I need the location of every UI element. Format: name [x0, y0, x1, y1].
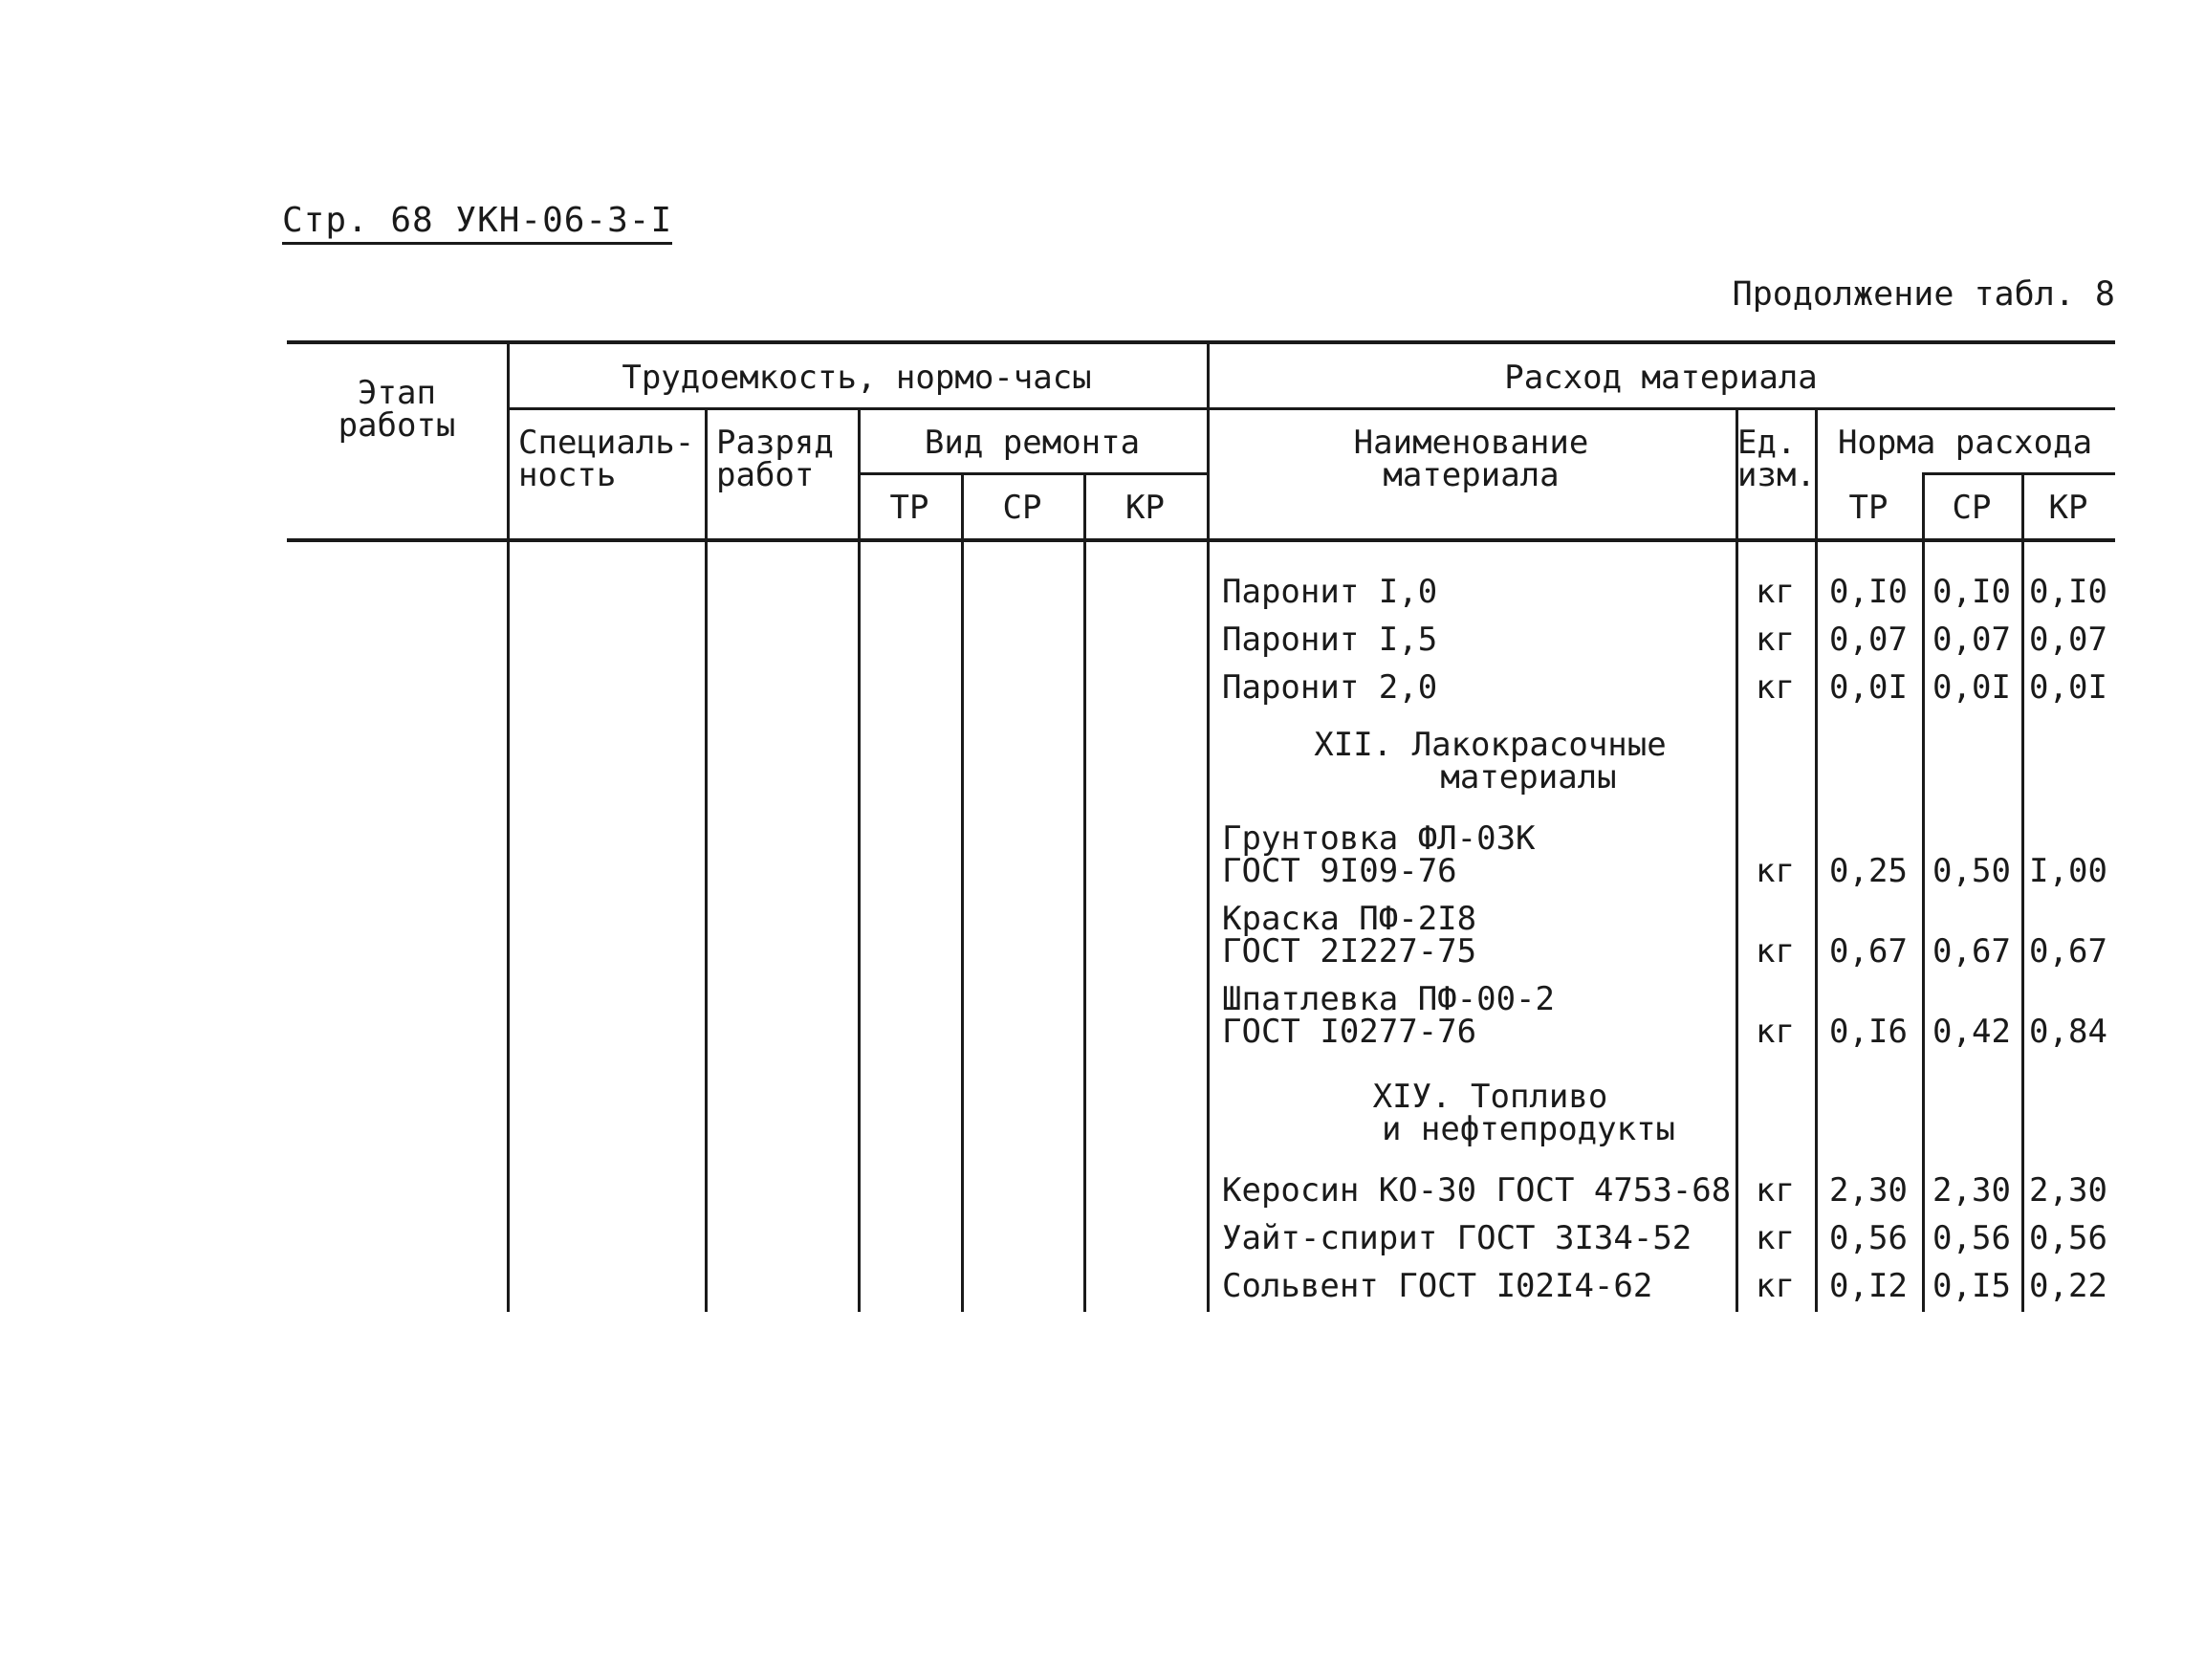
norm-kr-cell: 0,0I [2029, 668, 2107, 707]
section-title: XII. Лакокрасочные [1314, 726, 1667, 764]
material-name: ГОСТ 2I227-75 [1222, 932, 1477, 971]
header-repair-type: Вид ремонта [924, 424, 1141, 462]
header-unit-line2: изм. [1737, 456, 1816, 494]
header-labor: Трудоемкость, нормо-часы [622, 359, 1092, 397]
material-name: Паронит I,0 [1222, 573, 1438, 611]
norm-sr-cell: 0,I5 [1932, 1267, 2011, 1305]
material-name: Керосин КО-30 ГОСТ 4753-68 [1222, 1171, 1732, 1210]
header-norm-sr: СР [1952, 489, 1992, 527]
norm-sr-cell: 0,07 [1932, 621, 2011, 659]
material-name: Шпатлевка ПФ-00-2 [1222, 980, 1555, 1018]
material-name: ГОСТ I0277-76 [1222, 1013, 1477, 1051]
header-stage-line2: работы [338, 406, 456, 445]
col-stage-divider [507, 340, 510, 1312]
header-grade-line2: работ [716, 456, 815, 494]
section-title: и нефтепродукты [1381, 1110, 1676, 1148]
norm-tr-cell: 0,25 [1829, 852, 1908, 890]
norm-tr-cell: 0,56 [1829, 1219, 1908, 1257]
page-header: Стр. 68 УКН-06-3-I [282, 201, 672, 245]
material-name: Грунтовка ФЛ-03К [1222, 819, 1536, 858]
norm-kr-cell: 2,30 [2029, 1171, 2107, 1210]
norm-tr-cell: 0,67 [1829, 932, 1908, 971]
material-name: ГОСТ 9I09-76 [1222, 852, 1457, 890]
norm-kr-cell: 0,56 [2029, 1219, 2107, 1257]
header-unit-line1: Ед. [1737, 424, 1797, 462]
norm-sr-cell: 0,67 [1932, 932, 2011, 971]
norm-sr-cell: 0,50 [1932, 852, 2011, 890]
unit-cell: кг [1756, 852, 1795, 890]
norm-kr-cell: 0,07 [2029, 621, 2107, 659]
material-name: Уайт-спирит ГОСТ 3I34-52 [1222, 1219, 1692, 1257]
rule-consumption-sub [1207, 407, 2115, 410]
header-material-name-line2: материала [1383, 456, 1560, 494]
norm-sr-cell: 0,I0 [1932, 573, 2011, 611]
col-specialty-divider [705, 407, 708, 1312]
header-labor-tr: ТР [889, 489, 929, 527]
header-labor-kr: КР [1125, 489, 1165, 527]
section-title: материалы [1440, 758, 1617, 796]
material-name: Паронит I,5 [1222, 621, 1438, 659]
norm-tr-cell: 0,07 [1829, 621, 1908, 659]
norm-tr-cell: 0,I0 [1829, 573, 1908, 611]
header-material-name-line1: Наименование [1353, 424, 1589, 462]
material-name: Сольвент ГОСТ I02I4-62 [1222, 1267, 1653, 1305]
col-tr-divider [961, 472, 964, 1312]
norm-tr-cell: 0,I2 [1829, 1267, 1908, 1305]
header-norm: Норма расхода [1837, 424, 2093, 462]
header-stage-line1: Этап [358, 374, 436, 412]
header-labor-sr: СР [1002, 489, 1042, 527]
unit-cell: кг [1756, 621, 1795, 659]
table-caption: Продолжение табл. 8 [1732, 275, 2115, 314]
header-norm-tr: ТР [1848, 489, 1888, 527]
rule-top [287, 340, 2115, 344]
norm-kr-cell: 0,67 [2029, 932, 2107, 971]
header-specialty-line1: Специаль- [518, 424, 695, 462]
norm-kr-cell: 0,84 [2029, 1013, 2107, 1051]
norm-sr-cell: 0,56 [1932, 1219, 2011, 1257]
norm-tr-cell: 0,I6 [1829, 1013, 1908, 1051]
header-grade-line1: Разряд [716, 424, 834, 462]
rule-repair-sub [858, 472, 1207, 475]
unit-cell: кг [1756, 1171, 1795, 1210]
norm-tr-cell: 2,30 [1829, 1171, 1908, 1210]
header-norm-kr: КР [2048, 489, 2088, 527]
col-sr-divider [1083, 472, 1086, 1312]
rule-header-bottom [287, 538, 2115, 542]
material-name: Краска ПФ-2I8 [1222, 900, 1477, 938]
header-consumption: Расход материала [1504, 359, 1818, 397]
col-grade-divider [858, 407, 861, 1312]
unit-cell: кг [1756, 668, 1795, 707]
norm-kr-cell: 0,22 [2029, 1267, 2107, 1305]
norm-tr-cell: 0,0I [1829, 668, 1908, 707]
unit-cell: кг [1756, 1267, 1795, 1305]
norm-sr-cell: 0,0I [1932, 668, 2011, 707]
unit-cell: кг [1756, 1219, 1795, 1257]
section-title: XIУ. Топливо [1372, 1078, 1608, 1116]
unit-cell: кг [1756, 573, 1795, 611]
norm-sr-cell: 2,30 [1932, 1171, 2011, 1210]
norm-sr-cell: 0,42 [1932, 1013, 2011, 1051]
norm-kr-cell: 0,I0 [2029, 573, 2107, 611]
rule-labor-sub [507, 407, 1207, 410]
rule-norm-sub [1922, 472, 2115, 475]
unit-cell: кг [1756, 1013, 1795, 1051]
header-specialty-line2: ность [518, 456, 617, 494]
unit-cell: кг [1756, 932, 1795, 971]
norm-kr-cell: I,00 [2029, 852, 2107, 890]
material-name: Паронит 2,0 [1222, 668, 1438, 707]
norms-table [287, 340, 2115, 1312]
